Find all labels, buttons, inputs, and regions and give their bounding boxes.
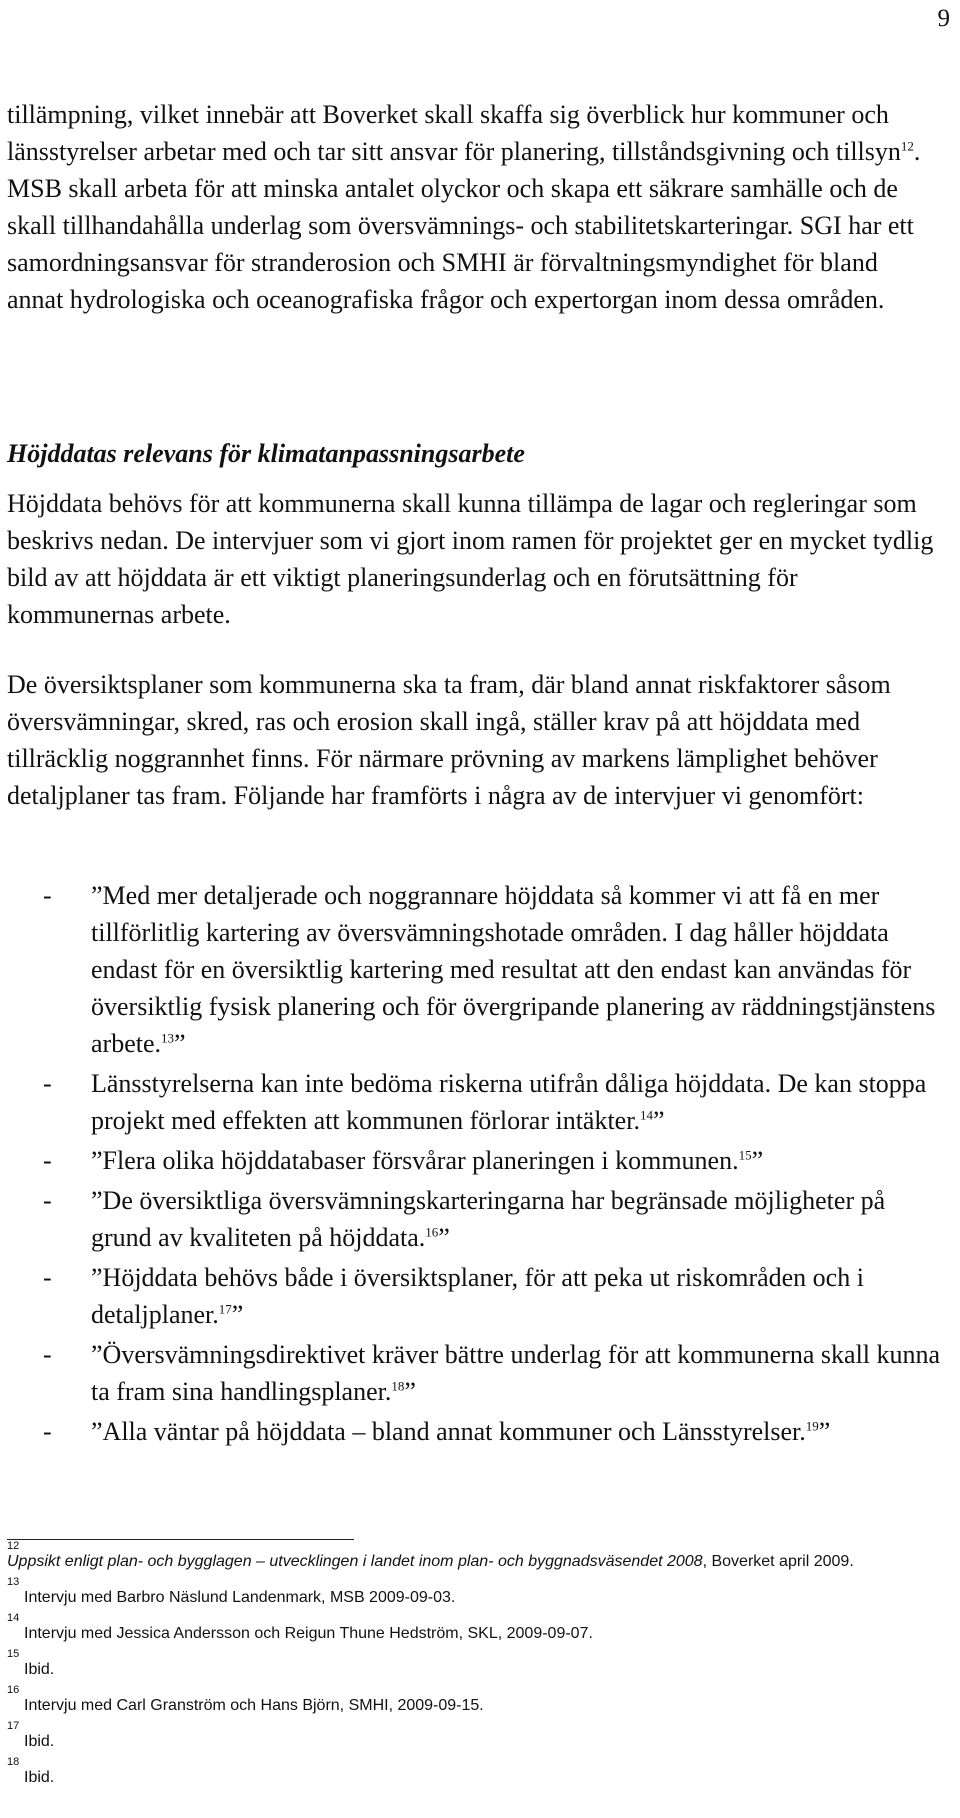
- quote-close: ”: [818, 1417, 831, 1446]
- footnote-item: [7, 1648, 927, 1680]
- footnote-text: Intervju med Barbro Näslund Landenmark, MSB 2009-09-03.: [24, 1589, 456, 1606]
- quote-close: ”: [174, 1029, 186, 1058]
- quote-body: ”Flera olika höjddatabaser försvårar planeringen i kommunen.: [91, 1146, 739, 1175]
- footnote-text: Ibid.: [24, 1769, 55, 1786]
- footnote-text: Ibid.: [24, 1661, 55, 1678]
- footnote-item: [7, 1756, 927, 1788]
- page-number: 9: [937, 5, 950, 32]
- quote-body: ”Med mer detaljerade och noggrannare höjddata så kommer vi att få en mer tillförlitlig kartering av översvämningshotade områden. I dag håller höjddata endast för en översiktlig kartering med resultat att den endast kan användas för översiktlig fysisk planering och för övergripande planering av räddningstjänstens arbete.: [91, 881, 936, 1058]
- paragraph-intro-text-end: . MSB skall arbeta för att minska antalet olyckor och skapa ett säkrare samhälle och de skall tillhandahålla underlag som översvämnings- och stabilitetskarteringar. SGI har ett samordningsansvar för stranderosion och SMHI är förvaltningsmyndighet för bland annat hydrologiska och oceanografiska frågor och expertorgan inom dessa områden.: [7, 137, 921, 314]
- footnote-ref-13[interactable]: 13: [161, 1030, 175, 1046]
- footnote-ref-18[interactable]: 18: [391, 1378, 405, 1394]
- quote-item: [7, 1259, 942, 1333]
- list-dash: -: [43, 1340, 52, 1369]
- footnote-number: 14: [7, 1612, 20, 1624]
- quote-item: [7, 1413, 942, 1450]
- quote-text: [91, 1182, 942, 1256]
- list-dash: -: [43, 1417, 52, 1446]
- quote-text: [91, 1413, 942, 1450]
- quote-body: ”Översvämningsdirektivet kräver bättre underlag för att kommunerna skall kunna ta fram sina handlingsplaner.: [91, 1340, 941, 1406]
- list-dash: -: [43, 1069, 52, 1098]
- footnote-ref-19[interactable]: 19: [805, 1418, 819, 1434]
- quote-body: Länsstyrelserna kan inte bedöma riskerna utifrån dåliga höjddata. De kan stoppa projekt med effekten att kommunen förlorar intäkter.: [91, 1069, 927, 1135]
- quote-close: ”: [652, 1106, 665, 1135]
- paragraph-relevance: Höjddata behövs för att kommunerna skall kunna tillämpa de lagar och regleringar som beskrivs nedan. De intervjuer som vi gjort inom ramen för projektet ger en mycket tydlig bild av att höjddata är ett viktigt planeringsunderlag och en förutsättning för kommunernas arbete.: [7, 489, 934, 629]
- footnote-ref-15[interactable]: 15: [738, 1147, 752, 1163]
- footnote-number: 12: [7, 1540, 20, 1552]
- section-heading: Höjddatas relevans för klimatanpassningsarbete: [7, 439, 525, 468]
- footnote-text: Ibid.: [24, 1733, 55, 1750]
- quote-text: [91, 1259, 942, 1333]
- footnote-text: Intervju med Carl Granström och Hans Björn, SMHI, 2009-09-15.: [24, 1697, 484, 1714]
- footnote-ref-12[interactable]: 12: [900, 138, 914, 154]
- footnote-title: Uppsikt enligt plan- och bygglagen – utvecklingen i landet inom plan- och byggnadsväsendet 2008: [7, 1553, 703, 1570]
- footnote-text: [7, 1552, 927, 1572]
- footnote-number: 18: [7, 1756, 20, 1768]
- quote-text: [91, 877, 942, 1062]
- quote-text: [91, 1142, 942, 1179]
- quote-text: [91, 1065, 942, 1139]
- footnote-item: [7, 1612, 927, 1644]
- quote-item: [7, 1142, 942, 1179]
- footnote-item: [7, 1720, 927, 1752]
- quote-body: ”Höjddata behövs både i översiktsplaner, för att peka ut riskområden och i detaljplaner.: [91, 1263, 864, 1329]
- footnote-number: 15: [7, 1648, 20, 1660]
- footnote-text: Intervju med Jessica Andersson och Reigun Thune Hedström, SKL, 2009-09-07.: [24, 1625, 593, 1642]
- footnote-item: [7, 1684, 927, 1716]
- list-dash: -: [43, 881, 52, 910]
- footnote-ref-16[interactable]: 16: [425, 1224, 439, 1240]
- footnote-ref-17[interactable]: 17: [218, 1301, 232, 1317]
- quote-close: ”: [404, 1377, 416, 1406]
- paragraph-intro-text-start: tillämpning, vilket innebär att Boverket skall skaffa sig överblick hur kommuner och länsstyrelser arbetar med och tar sitt ansvar för planering, tillståndsgivning och tillsyn: [7, 100, 901, 166]
- footnote-number: 17: [7, 1720, 20, 1732]
- list-dash: -: [43, 1186, 52, 1215]
- quote-item: [7, 1182, 942, 1256]
- footnote-number: 13: [7, 1576, 20, 1588]
- footnote-number: 16: [7, 1684, 20, 1696]
- quote-close: ”: [438, 1223, 450, 1252]
- quote-close: ”: [231, 1300, 244, 1329]
- paragraph-plans: De översiktsplaner som kommunerna ska ta fram, där bland annat riskfaktorer såsom översvämningar, skred, ras och erosion skall ingå, ställer krav på att höjddata med tillräcklig noggrannhet finns. För närmare prövning av markens lämplighet behöver detaljplaner tas fram. Följande har framförts i några av de intervjuer vi genomfört:: [7, 670, 891, 810]
- quote-item: [7, 1336, 942, 1410]
- quote-item: [7, 1065, 942, 1139]
- footnote-source: , Boverket april 2009.: [702, 1553, 854, 1570]
- quote-item: [7, 877, 942, 1062]
- interview-quotes-list: [7, 877, 942, 1453]
- footnote-ref-14[interactable]: 14: [639, 1107, 653, 1123]
- quote-body: ”De översiktliga översvämningskarteringarna har begränsade möjligheter på grund av kvaliteten på höjddata.: [91, 1186, 886, 1252]
- quote-text: [91, 1336, 942, 1410]
- footnote-item: [7, 1576, 927, 1608]
- quote-close: ”: [751, 1146, 764, 1175]
- quote-body: ”Alla väntar på höjddata – bland annat kommuner och Länsstyrelser.: [91, 1417, 806, 1446]
- footnotes-list: [7, 1540, 927, 1792]
- list-dash: -: [43, 1263, 52, 1292]
- paragraph-intro: [7, 96, 937, 318]
- footnote-item: [7, 1540, 927, 1572]
- list-dash: -: [43, 1146, 52, 1175]
